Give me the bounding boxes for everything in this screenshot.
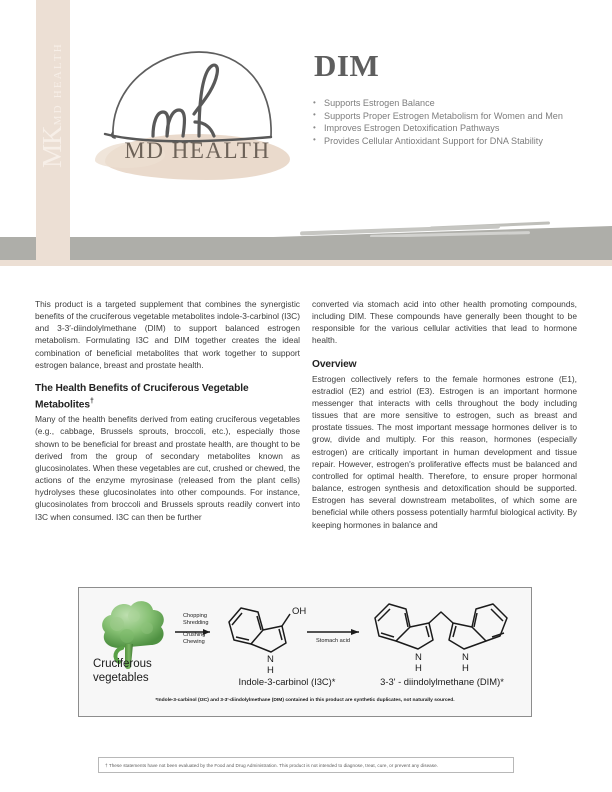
diagram-footnote: *Indole-3-carbinol (I3C) and 3-3'-diindolylmethane (DIM) contained in this product are synthetic duplicates, not naturally sourced. xyxy=(155,698,455,703)
section-heading-overview: Overview xyxy=(312,358,357,370)
header-band-grey xyxy=(0,237,612,260)
process-step-line: Shredding xyxy=(183,620,209,626)
brand-sidebar-strip xyxy=(36,0,70,262)
n-label: N xyxy=(462,652,469,663)
process-step-crushing xyxy=(183,632,205,646)
metabolic-pathway-diagram xyxy=(78,587,532,717)
sidebar-mk-mark: MK xyxy=(37,126,67,168)
h-label: H xyxy=(462,663,469,674)
logo-arch-and-script-icon xyxy=(95,38,300,188)
sidebar-brand-name: MD HEALTH xyxy=(52,42,64,126)
dim-compound-label: 3-3' - diindolylmethane (DIM)* xyxy=(380,676,504,687)
h-label: H xyxy=(267,665,274,676)
n-label: N xyxy=(267,654,274,665)
right-text-column xyxy=(312,298,577,542)
page-header xyxy=(0,0,612,272)
section-heading-health-benefits xyxy=(35,382,300,411)
sidebar-strip-foot xyxy=(36,226,70,262)
cruciferous-vegetables-label: Cruciferous vegetables xyxy=(93,658,152,684)
i3c-compound-label: Indole-3-carbinol (I3C)* xyxy=(238,676,336,687)
health-benefits-paragraph: Many of the health benefits derived from eating cruciferous vegetables (e.g., cabbage, Brussels sprouts, broccoli, etc.), especially those shown to be beneficial for breast and prostate health, are thought to be derived from the group of secondary metabolites known as glucosinolates. When these vegetables are cut, crushed or chewed, the actions of the enzyme myrosinase (released from the plant cells) hydrolyses these glucosinolates into other compounds. For instance, glucosinolates from broccoli and Brussels sprouts readily convert into I3C when consumed. I3C can then be further xyxy=(35,414,300,522)
process-step-line: Chopping xyxy=(183,613,207,619)
benefit-item: • Improves Estrogen Detoxification Pathways xyxy=(311,122,579,135)
oh-label: OH xyxy=(292,606,307,617)
logo-wordmark: MD HEALTH xyxy=(124,138,271,163)
benefit-item: • Supports Estrogen Balance xyxy=(311,97,579,110)
left-text-column xyxy=(35,298,300,534)
n-label: N xyxy=(415,652,422,663)
arrow-2 xyxy=(307,629,359,635)
overview-paragraph: Estrogen collectively refers to the female hormones estrone (E1), estradiol (E2) and estriol (E3). Estrogen is an important hormone messenger that interacts with cells throughout the body including tissues that are more sensitive to estrogen, such as breast and prostate tissues. The most important message hormones deliver is to grow, divide and multiply. For this reason, hormones (especially estrogen) are critically important in human development and tissue repair. However, estrogen's proliferative effects must be balanced and controlled for optimal health. Therefore, to ensure proper hormonal balance, estrogen synthesis and detoxification should be supported. Estrogen has several downstream metabolites, of which some are beneficial while others possess potentially harmful biological activity. By keeping hormones in balance and xyxy=(312,373,577,530)
process-step-stomach-acid: Stomach acid xyxy=(316,638,350,644)
process-step-line: Crushing xyxy=(183,632,206,638)
h-label: H xyxy=(415,663,422,674)
intro-paragraph: This product is a targeted supplement that combines the synergistic benefits of the cruciferous vegetable metabolites indole-3-carbinol (I3C) and 3-3′-diindolylmethane (DIM) to support balanced estrogen metabolism. Formulating I3C and DIM together creates the ideal combination of beneficial metabolites that work together to support estrogen balance, breast and prostate health. xyxy=(35,299,300,370)
process-step-chopping xyxy=(183,613,209,627)
dim-structure xyxy=(375,604,507,649)
fda-disclaimer-box xyxy=(98,757,514,773)
dagger-footnote-marker: † xyxy=(89,397,94,405)
section-heading-text: The Health Benefits of Cruciferous Vegetable Metabolites xyxy=(35,382,249,411)
product-benefits-list xyxy=(311,97,579,147)
benefit-item: • Provides Cellular Antioxidant Support for DNA Stability xyxy=(311,135,579,148)
continuation-paragraph: converted via stomach acid into other health promoting compounds, including DIM. These compounds have generally been thought to be responsible for the various cellular activities that lead to hormone health. xyxy=(312,299,577,346)
i3c-structure xyxy=(229,608,290,652)
benefit-item: • Supports Proper Estrogen Metabolism for Women and Men xyxy=(311,110,579,123)
fda-disclaimer-text: † These statements have not been evaluated by the Food and Drug Administration. This product is not intended to diagnose, treat, cure, or prevent any disease. xyxy=(105,762,439,768)
brand-sidebar-vertical-text xyxy=(37,5,71,205)
process-step-line: Chewing xyxy=(183,639,205,645)
company-logo xyxy=(95,38,300,188)
page-title: DIM xyxy=(314,48,380,83)
